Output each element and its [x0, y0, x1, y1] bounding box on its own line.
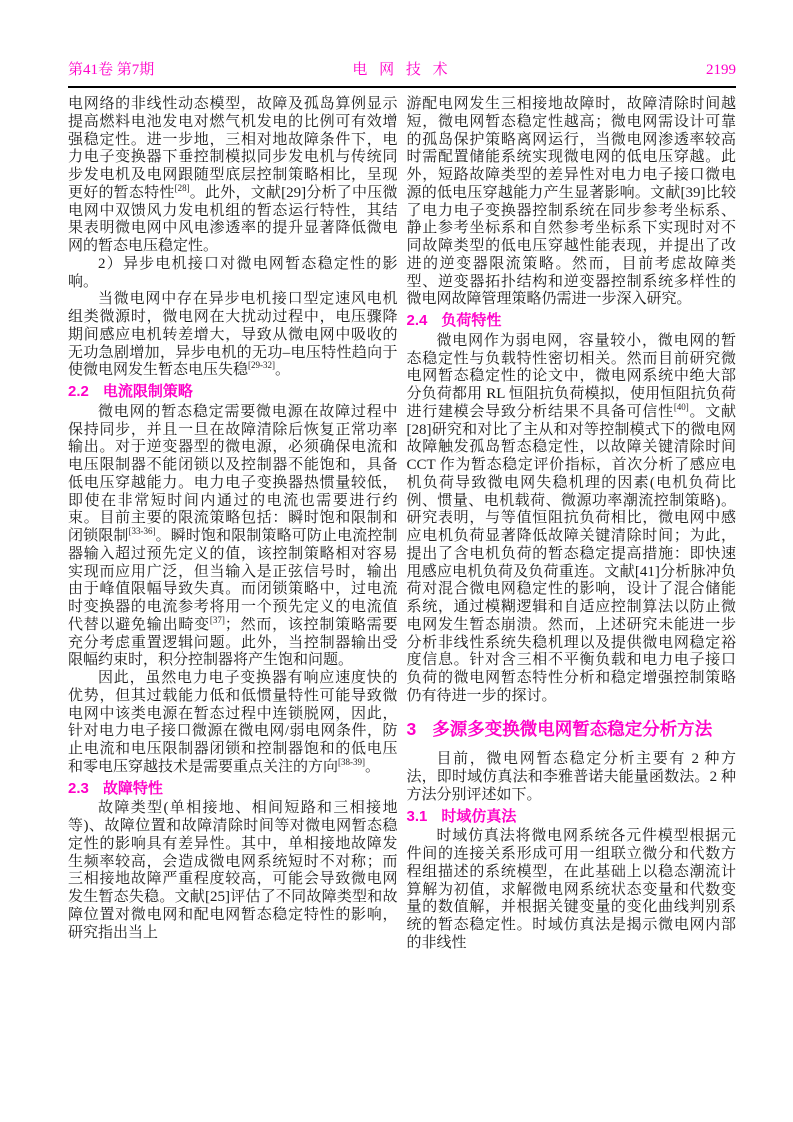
page-header: [68, 58, 736, 79]
section-title: 电流限制策略: [102, 383, 193, 400]
paragraph: 时域仿真法将微电网系统各元件模型根据元件间的连接关系形成可用一组联立微分和代数方程组描述的系统模型，在此基础上以稳态潮流计算解为初值，求解微电网系统状态变量和代数变量的数值解，并根据关键变量的变化曲线判别系统的暂态稳定性。时域仿真法是揭示微电网内部的非线性: [406, 828, 736, 951]
section-number: 3: [406, 718, 417, 739]
section-heading-2-3: [68, 780, 398, 798]
paragraph: 故障类型(单相接地、相间短路和三相接地等)、故障位置和故障清除时间等对微电网暂态稳定性的影响具有差异性。其中，单相接地故障发生频率较高，会造成微电网系统短时不对称；而三相接地故障严重程度较高，可能会导致微电网发生暂态失稳。文献[25]评估了不同故障类型和故障位置对微电网和配电网暂态稳定特性的影响，研究指出当上: [68, 800, 398, 941]
section-title: 负荷特性: [441, 312, 502, 329]
section-title: 故障特性: [102, 779, 163, 797]
section-number: 3.1: [406, 807, 428, 825]
section-heading-3-1: [407, 808, 737, 826]
section-heading-2-2: [68, 383, 398, 401]
paragraph: 微电网的暂态稳定需要微电源在故障过程中保持同步，并且一旦在故障清除后恢复正常功率输出。对于逆变器型的微电源，必须确保电流和电压限制器不能闭锁以及控制器不能饱和，具备低电压穿越能力。电力电子变换器热惯量较低，即使在非常短时间内通过的电流也需要进行约束。目前主要的限流策略包括：瞬时饱和限制和闭锁限制[33-36]。瞬时饱和限制策略可防止电流控制器输入超过预先定义的值，该控制策略相对容易实现而应用广泛，但当输入是正弦信号时，输出由于峰值限幅导致失真。而闭锁策略中，过电流时变换器的电流参考将用一个预先定义的电流值代替以避免输出畸变[37]；然而，该控制策略需要充分考虑重置逻辑问题。此外，当控制器输出受限幅约束时，积分控制器将产生饱和问题。: [68, 403, 398, 669]
section-title: 多源多变换微电网暂态稳定分析方法: [432, 718, 713, 739]
section-heading-2-4: [407, 312, 737, 330]
citation-superscript: [37]: [209, 614, 225, 625]
paragraph: 微电网作为弱电网，容量较小，微电网的暂态稳定性与负载特性密切相关。然而目前研究微电网暂态稳定性的论文中，微电网系统中绝大部分负荷都用 RL 恒阻抗负荷模拟，使用恒阻抗负荷进行建模会导致分析结果不具备可信性[40]。文献[28]研究和对比了主从和对等控制模式下的微电网故障触发孤岛暂态稳定性，以故障关键清除时间 CCT 作为暂态稳定评价指标，首次分析了感应电机负荷导致微电网失稳机理的因素(电机负荷比例、惯量、电机载荷、微源功率潮流控制策略)。研究表明，与等值恒阻抗负荷相比，微电网中感应电机负荷显著降低故障关键清除时间；为此，提出了含电机负荷的暂态稳定提高措施：即快速甩感应电机负荷及负荷重连。文献[41]分析脉冲负荷对混合微电网稳定性的影响，设计了混合储能系统，通过模糊逻辑和自适应控制算法以防止微电网发生暂态崩溃。然而，上述研究未能进一步分析非线性系统失稳机理以及提供微电网稳定裕度信息。针对含三相不平衡负载和电力电子接口负荷的微电网暂态特性分析和稳定增强控制策略仍有待进一步的探讨。: [406, 332, 736, 704]
right-column: [407, 96, 737, 953]
section-number: 2.3: [68, 779, 89, 797]
paragraph: 目前，微电网暂态稳定分析主要有 2 种方法，即时域仿真法和李雅普诺夫能量函数法。2 种方法分别评述如下。: [406, 751, 736, 803]
citation-superscript: [38-39]: [338, 756, 366, 767]
citation-superscript: [28]: [174, 182, 190, 193]
section-number: 2.4: [406, 312, 428, 329]
section-heading-3: [406, 718, 737, 739]
paragraph: 电网络的非线性动态模型，故障及孤岛算例显示提高燃料电池发电对燃气机发电的比例可有效增强稳定性。进一步地，三相对地故障条件下，电力电子变换器下垂控制模拟同步发电机与传统同步发电机及电网跟随型底层控制策略相比，呈现更好的暂态特性[28]。此外，文献[29]分析了中压微电网中双馈风力发电机组的暂态运行特性，其结果表明微电网中风电渗透率的提升显著降低微电网的暂态电压稳定性。: [68, 96, 398, 254]
left-column: [68, 96, 398, 953]
section-title: 时域仿真法: [441, 807, 517, 825]
paragraph: 因此，虽然电力电子变换器有响应速度快的优势，但其过载能力低和低惯量特性可能导致微电网中该类电源在暂态过程中连锁脱网，因此，针对电力电子接口微源在微电网/弱电网条件，防止电流和电压限制器闭锁和控制器饱和的低电压和零电压穿越技术是需要重点关注的方向[38-39]。: [68, 670, 398, 775]
citation-superscript: [40]: [673, 401, 689, 412]
paragraph: 游配电网发生三相接地故障时，故障清除时间越短，微电网暂态稳定性越高；微电网需设计可靠的孤岛保护策略离网运行，当微电网渗透率较高时需配置储能系统实现微电网的低电压穿越。此外，短路故障类型的差异性对电力电子接口微电源的低电压穿越能力产生显著影响。文献[39]比较了电力电子变换器控制系统在同步参考坐标系、静止参考坐标系和自然参考坐标系下实现时对不同故障类型的低电压穿越性能表现，并提出了改进的逆变器限流策略。然而，目前考虑故障类型、逆变器拓扑结构和逆变器控制系统多样性的微电网故障管理策略仍需进一步深入研究。: [406, 96, 736, 308]
paragraph: 2）异步电机接口对微电网暂态稳定性的影响。: [68, 255, 398, 290]
citation-superscript: [29-32]: [248, 360, 276, 371]
header-journal-title: 电 网 技 术: [352, 62, 452, 78]
header-rule: [68, 86, 736, 88]
paragraph: 当微电网中存在异步电机接口型定速风电机组类微源时，微电网在大扰动过程中，电压骤降期间感应电机转差增大，导致从微电网中吸收的无功急剧增加，异步电机的无功–电压特性趋向于使微电网发生暂态电压失稳[29-32]。: [68, 291, 398, 379]
citation-superscript: [33-36]: [128, 526, 156, 536]
header-page-number: 2199: [706, 62, 736, 78]
section-number: 2.2: [68, 383, 89, 400]
header-issue: 第41卷 第7期: [68, 62, 155, 78]
article-body: [68, 96, 736, 953]
